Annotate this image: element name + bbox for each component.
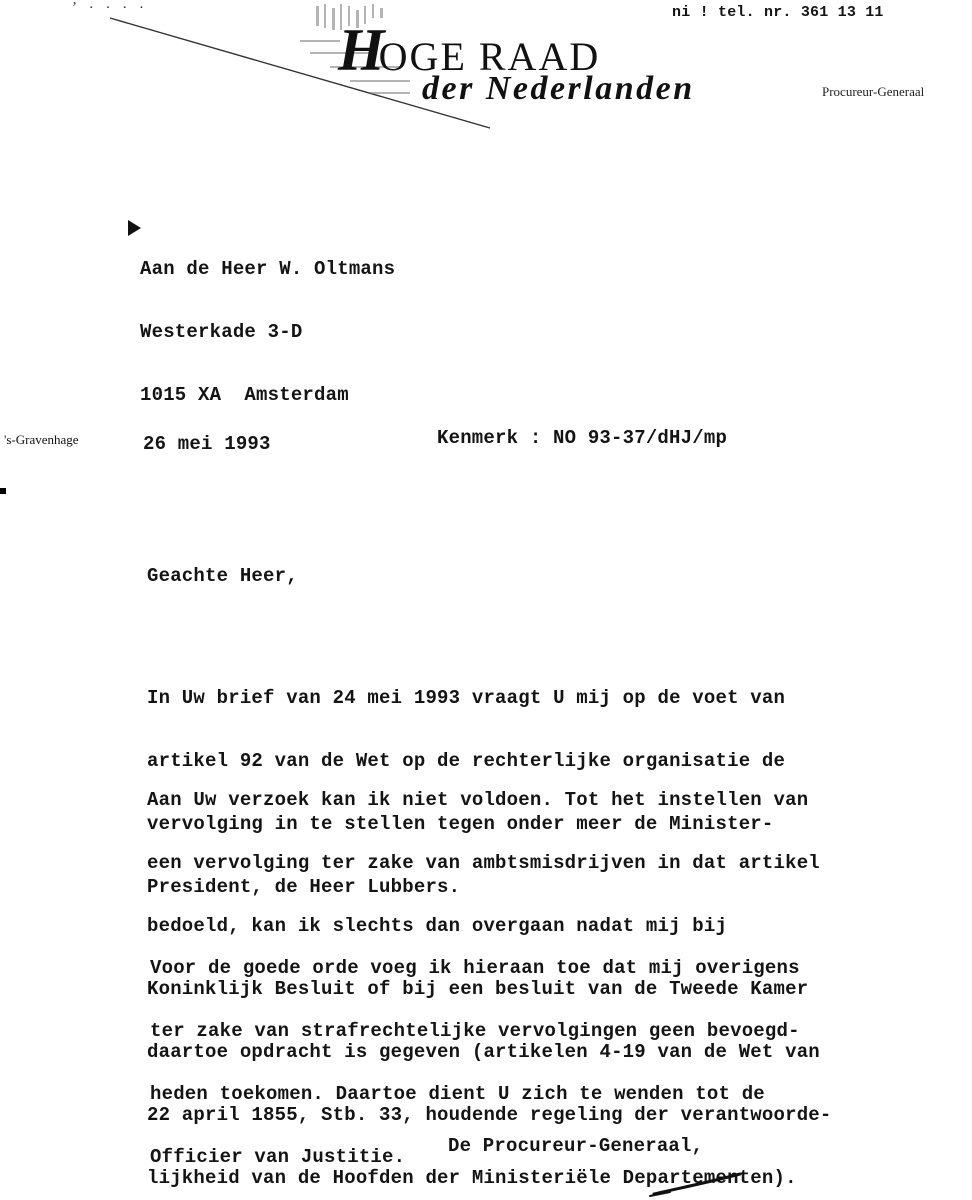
address-line: Aan de Heer W. Oltmans bbox=[140, 258, 396, 280]
closing-title: De Procureur-Generaal, bbox=[448, 1135, 704, 1157]
paragraph-line: Officier van Justitie. bbox=[150, 1146, 406, 1168]
logo-initial: H bbox=[338, 17, 385, 83]
paragraph-line: Koninklijk Besluit of bij een besluit van de Tweede Kamer bbox=[147, 978, 809, 1000]
paragraph-line: vervolging in te stellen tegen onder meer de Minister- bbox=[147, 813, 774, 835]
letterhead-logo bbox=[338, 17, 778, 110]
phone-number: ni ! tel. nr. 361 13 11 bbox=[672, 4, 884, 21]
reference-number: Kenmerk : NO 93-37/dHJ/mp bbox=[437, 427, 728, 449]
paragraph-line: heden toekomen. Daartoe dient U zich te wenden tot de bbox=[150, 1083, 765, 1105]
paragraph-line: artikel 92 van de Wet op de rechterlijke organisatie de bbox=[147, 750, 786, 772]
address-line: 1015 XA Amsterdam bbox=[140, 384, 349, 406]
punch-mark bbox=[0, 488, 6, 494]
department-label: Procureur-Generaal bbox=[822, 84, 925, 99]
paragraph-line: 22 april 1855, Stb. 33, houdende regeling der verantwoorde- bbox=[147, 1104, 832, 1126]
address-line: Westerkade 3-D bbox=[140, 321, 303, 343]
logo-title-rest: OGE RAAD bbox=[378, 34, 601, 79]
body-paragraph bbox=[150, 916, 800, 1200]
paragraph-line: In Uw brief van 24 mei 1993 vraagt U mij op de voet van bbox=[147, 687, 786, 709]
place-label: 's-Gravenhage bbox=[4, 432, 79, 447]
signature-icon bbox=[640, 1168, 750, 1200]
paragraph-line: een vervolging ter zake van ambtsmisdrijven in dat artikel bbox=[147, 852, 820, 874]
paragraph-line: lijkheid van de Hoofden der Ministeriële Departementen). bbox=[147, 1167, 797, 1189]
logo-subtitle: der Nederlanden bbox=[422, 70, 695, 107]
letter-date: 26 mei 1993 bbox=[143, 433, 271, 455]
header-fragment: ʼ · · · · bbox=[72, 0, 148, 16]
salutation: Geachte Heer, bbox=[147, 565, 298, 587]
paragraph-line: Aan Uw verzoek kan ik niet voldoen. Tot het instellen van bbox=[147, 789, 809, 811]
paragraph-line: Voor de goede orde voeg ik hieraan toe dat mij overigens bbox=[150, 957, 800, 979]
paragraph-line: President, de Heer Lubbers. bbox=[147, 876, 461, 898]
paragraph-line: bedoeld, kan ik slechts dan overgaan nadat mij bij bbox=[147, 915, 728, 937]
paragraph-line: ter zake van strafrechtelijke vervolgingen geen bevoegd- bbox=[150, 1020, 800, 1042]
paragraph-line: daartoe opdracht is gegeven (artikelen 4-19 van de Wet van bbox=[147, 1041, 820, 1063]
